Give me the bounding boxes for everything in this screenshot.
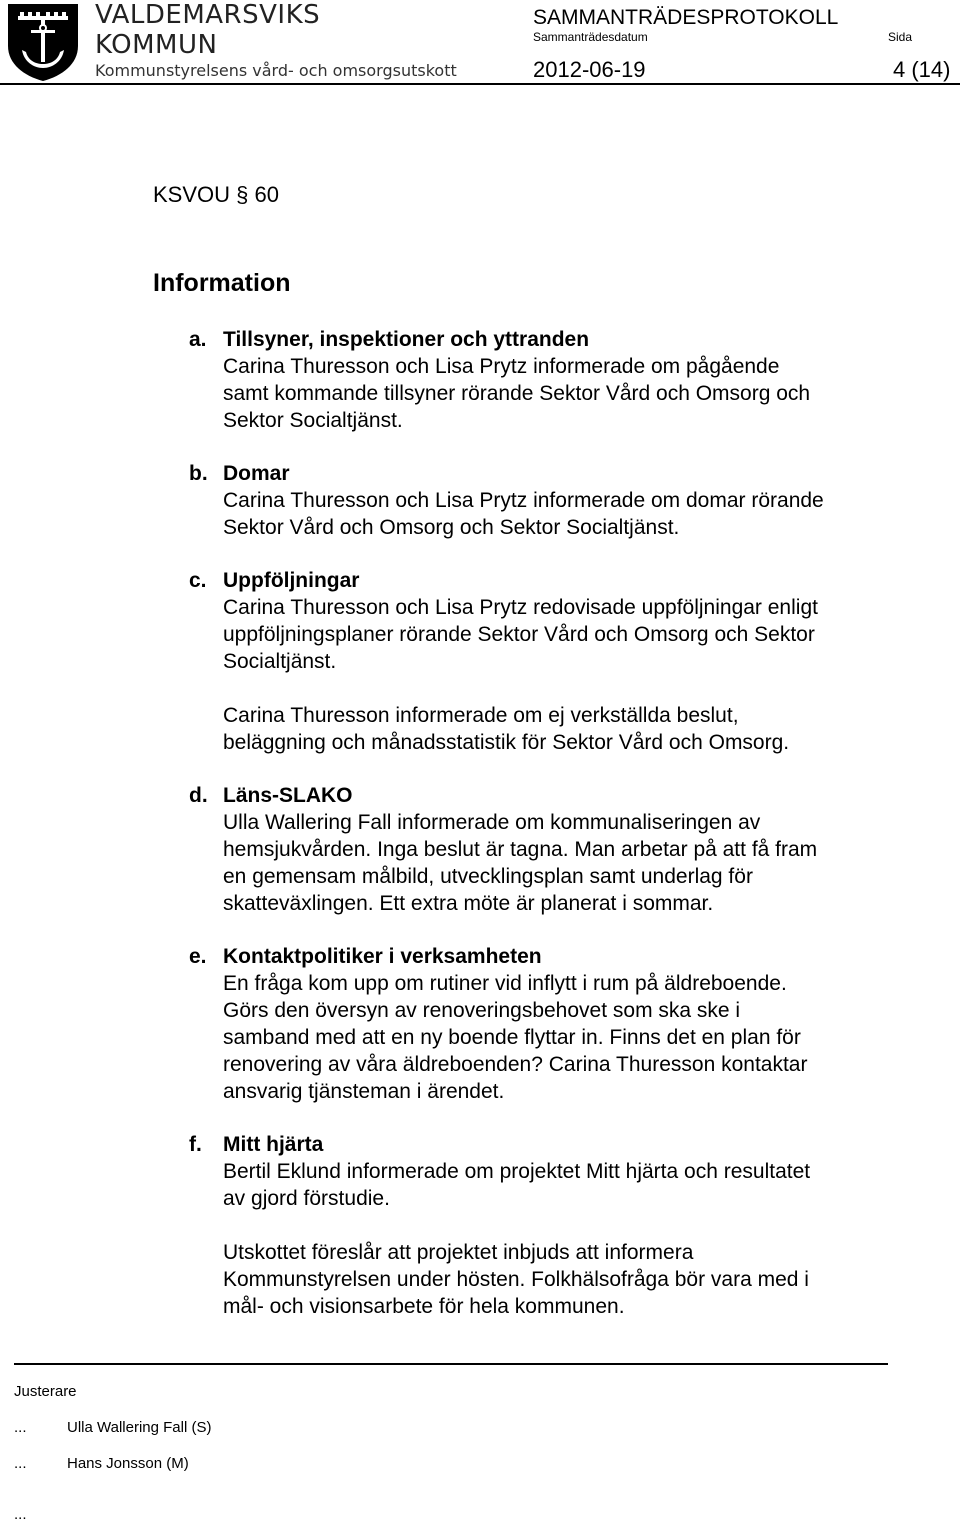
- signature-dots: ...: [14, 1506, 27, 1523]
- paragraph: [223, 970, 929, 1105]
- item-body: [223, 353, 929, 434]
- item-title: Tillsyner, inspektioner och yttranden: [223, 328, 590, 351]
- item-letter: a.: [189, 328, 207, 351]
- text-line: samband med att en ny boende flyttar in. Finns det en plan för: [223, 1026, 801, 1049]
- text-line: av gjord förstudie.: [223, 1187, 390, 1210]
- org-name-line2: KOMMUN: [95, 30, 218, 60]
- text-line: beläggning och månadsstatistik för Sektor Vård och Omsorg.: [223, 731, 790, 754]
- document-type: SAMMANTRÄDESPROTOKOLL: [533, 6, 839, 29]
- text-line: skatteväxlingen. Ett extra möte är planerat i sommar.: [223, 892, 714, 915]
- item-heading: [189, 782, 929, 809]
- header-divider: [0, 83, 960, 85]
- page-header: [0, 0, 960, 86]
- signatory-name: Hans Jonsson (M): [67, 1455, 189, 1472]
- adjusters-label: Justerare: [14, 1383, 77, 1400]
- item-letter: e.: [189, 945, 207, 968]
- signatory-name: Ulla Wallering Fall (S): [67, 1419, 212, 1436]
- section-reference: KSVOU § 60: [153, 182, 279, 207]
- text-line: Bertil Eklund informerade om projektet Mitt hjärta och resultatet: [223, 1160, 811, 1183]
- agenda-item-c: [189, 567, 929, 756]
- footer-divider: [14, 1363, 888, 1365]
- text-line: Carina Thuresson och Lisa Prytz informerade om pågående: [223, 355, 780, 378]
- paragraph: [223, 702, 929, 756]
- item-title: Kontaktpolitiker i verksamheten: [223, 945, 542, 968]
- org-name-line1: VALDEMARSVIKS: [95, 0, 321, 30]
- text-line: Görs den översyn av renoveringsbehovet som ska ske i: [223, 999, 741, 1022]
- item-body: [223, 809, 929, 917]
- text-line: Carina Thuresson och Lisa Prytz redovisade uppföljningar enligt: [223, 596, 818, 619]
- agenda-item-d: [189, 782, 929, 917]
- text-line: Carina Thuresson informerade om ej verkställda beslut,: [223, 704, 739, 727]
- agenda-item-f: [189, 1131, 929, 1320]
- paragraph: [223, 1239, 929, 1320]
- text-line: Utskottet föreslår att projektet inbjuds att informera: [223, 1241, 694, 1264]
- text-line: Sektor Vård och Omsorg och Sektor Socialtjänst.: [223, 516, 680, 539]
- item-title: Mitt hjärta: [223, 1133, 324, 1156]
- text-line: samt kommande tillsyner rörande Sektor Vård och Omsorg och: [223, 382, 811, 405]
- meeting-date: 2012-06-19: [533, 57, 646, 82]
- text-line: Ulla Wallering Fall informerade om kommunaliseringen av: [223, 811, 761, 834]
- paragraph: [223, 487, 929, 541]
- item-heading: [189, 1131, 929, 1158]
- text-line: mål- och visionsarbete för hela kommunen.: [223, 1295, 625, 1318]
- text-line: hemsjukvården. Inga beslut är tagna. Man arbetar på att få fram: [223, 838, 818, 861]
- text-line: ansvarig tjänsteman i ärendet.: [223, 1080, 505, 1103]
- item-body: [223, 970, 929, 1105]
- paragraph: [223, 809, 929, 917]
- text-line: Sektor Socialtjänst.: [223, 409, 403, 432]
- item-heading: [189, 326, 929, 353]
- item-letter: b.: [189, 462, 208, 485]
- agenda-item-b: [189, 460, 929, 541]
- signature-dots: ...: [14, 1419, 27, 1436]
- signature-dots: ...: [14, 1455, 27, 1472]
- page-label: Sida: [888, 30, 913, 44]
- paragraph: [223, 1158, 929, 1212]
- item-letter: f.: [189, 1133, 202, 1156]
- text-line: en gemensam målbild, utvecklingsplan samt underlag för: [223, 865, 753, 888]
- agenda-item-e: [189, 943, 929, 1105]
- item-letter: d.: [189, 784, 208, 807]
- paragraph: [223, 353, 929, 434]
- municipality-anchor-logo-icon: [4, 2, 82, 82]
- text-line: En fråga kom upp om rutiner vid inflytt i rum på äldreboende.: [223, 972, 787, 995]
- item-letter: c.: [189, 569, 207, 592]
- item-title: Läns-SLAKO: [223, 784, 353, 807]
- text-line: Socialtjänst.: [223, 650, 337, 673]
- item-body: [223, 487, 929, 541]
- signature-line-1: [14, 1419, 211, 1436]
- signature-line-2: [14, 1455, 189, 1472]
- item-body: [223, 594, 929, 756]
- item-heading: [189, 567, 929, 594]
- text-line: uppföljningsplaner rörande Sektor Vård och Omsorg och Sektor: [223, 623, 815, 646]
- agenda-item-a: [189, 326, 929, 434]
- item-title: Domar: [223, 462, 290, 485]
- item-title: Uppföljningar: [223, 569, 360, 592]
- committee-name: Kommunstyrelsens vård- och omsorgsutskott: [95, 61, 457, 80]
- item-heading: [189, 460, 929, 487]
- date-label: Sammanträdesdatum: [533, 30, 648, 44]
- paragraph: [223, 594, 929, 675]
- signature-line-3: [14, 1506, 67, 1523]
- text-line: Kommunstyrelsen under hösten. Folkhälsofråga bör vara med i: [223, 1268, 809, 1291]
- text-line: Carina Thuresson och Lisa Prytz informerade om domar rörande: [223, 489, 824, 512]
- section-title: Information: [153, 269, 291, 297]
- item-body: [223, 1158, 929, 1320]
- text-line: renovering av våra äldreboenden? Carina Thuresson kontaktar: [223, 1053, 808, 1076]
- page-number: 4 (14): [893, 57, 951, 82]
- item-heading: [189, 943, 929, 970]
